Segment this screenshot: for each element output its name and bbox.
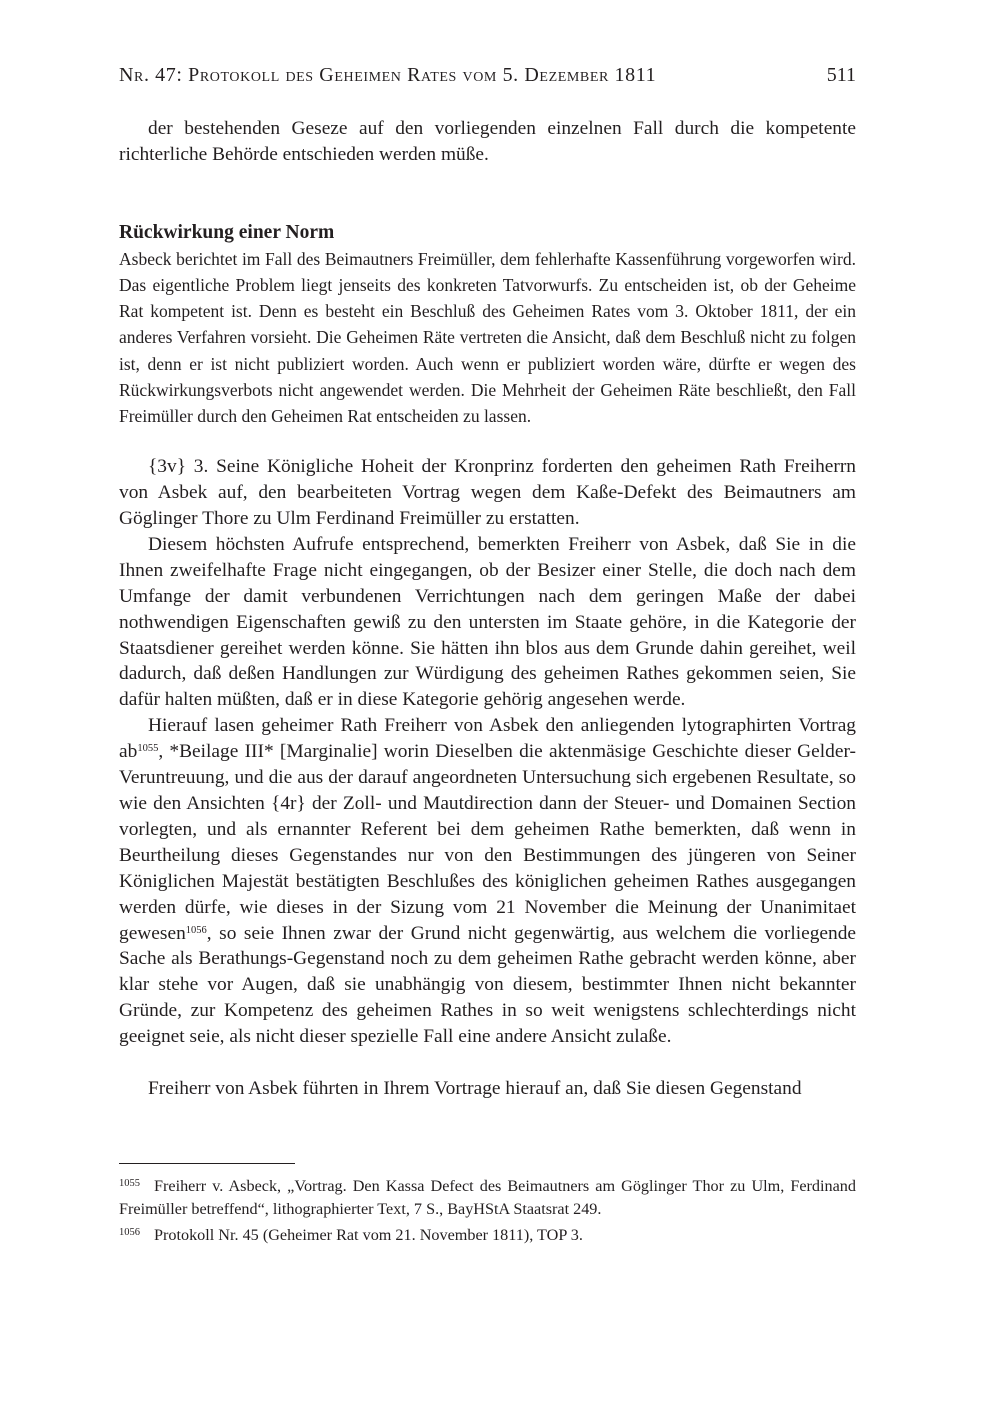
footnote-1055 <box>119 1175 856 1220</box>
paragraph-vortrag-part-b: , *Beilage III* [Marginalie] worin Dieselben die aktenmäsige Geschichte dieser Gelder-Veruntreuung, und die aus der darauf angeordneten Untersuchung sich ergebenen Resultate, so wie den Ansichten {4r} der Zoll- und Mautdirection dann der Steuer- und Domainen Section vorlegten, und als ernannter Referent bei dem geheimen Rathe bemerkten, daß wenn in Beurtheilung dieses Gegenstandes nur von den Bestimmungen des jüngeren von Seiner Königlichen Majestät bestätigten Beschlußes des königlichen geheimen Rathes ausgegangen werden dürfe, wie dieses in der Sizung vom 21 November die Meinung der Unanimitaet gewesen <box>119 741 856 944</box>
paragraph-kronprinz: {3v} 3. Seine Königliche Hoheit der Kronprinz forderten den geheimen Rath Freiherrn von Asbek auf, den bearbeiteten Vortrag wegen dem Kaße-Defekt des Beimautners am Göglinger Thore zu Ulm Ferdinand Freimüller zu erstatten. <box>119 456 856 530</box>
paragraph-vortrag-part-a: Hierauf lasen geheimer Rath Freiherr von Asbek den anliegenden lytographirten Vortrag ab <box>119 715 856 763</box>
running-head <box>119 64 856 96</box>
footnote-reference-1056[interactable]: 1056 <box>185 924 207 936</box>
footnote-1056 <box>119 1224 856 1247</box>
footnote-number: 1055 <box>119 1178 140 1189</box>
paragraph-asbek-continued: Freiherr von Asbek führten in Ihrem Vortrage hierauf an, daß Sie diesen Gegenstand <box>148 1078 802 1100</box>
page-number: 511 <box>826 64 856 86</box>
footnote-text: Protokoll Nr. 45 (Geheimer Rat vom 21. November 1811), TOP 3. <box>154 1226 583 1244</box>
running-head-title: Nr. 47: Protokoll des Geheimen Rates vom 5. Dezember 1811 <box>119 64 657 86</box>
paragraph-continuation: der bestehenden Geseze auf den vorliegenden einzelnen Fall durch die kompetente richterliche Behörde entschieden werden müße. <box>119 118 856 165</box>
footnote-separator <box>119 1163 295 1164</box>
paragraph-vortrag <box>119 713 856 1050</box>
paragraph-asbek-reply: Diesem höchsten Aufrufe entsprechend, bemerkten Freiherr von Asbek, daß Sie in die Ihnen zweifelhafte Frage nicht eingegangen, ob der Besizer einer Stelle, die doch nach dem Umfange der damit verbundenen Verrichtungen nach dem geringen Maße der dabei nothwendigen Eigenschaften gewiß zu den untersten im Staate gehöre, in die Kategorie der Staatsdiener gereihet werden könne. Sie hätten ihn blos aus dem Grunde dahin gereihet, weil dadurch, daß deßen Handlungen zur Würdigung des geheimen Rathes gekommen seien, Sie dafür halten müßten, daß er in diese Kategorie gehörig angesehen werde. <box>119 533 856 711</box>
footnote-text: Freiherr v. Asbeck, „Vortrag. Den Kassa Defect des Beimautners am Göglinger Thor zu Ulm, Ferdinand Freimüller betreffend“, lithographierter Text, 7 S., BayHStA Staatsrat 249. <box>119 1177 856 1218</box>
footnotes <box>119 1175 856 1251</box>
paragraph-vortrag-part-c: , so seie Ihnen zwar der Grund nicht gegenwärtig, aus welchem die vorliegende Sache als Berathungs-Gegenstand noch zu dem geheimen Rathe gebracht werden könne, aber klar stehe vor Augen, daß sie unabhängig von diesem, bestimmter Ihnen nicht bekannter Gründe, zur Kompetenz des geheimen Rathes in so weit wenigstens schlechterdings nicht geeignet seie, als nicht dieser spezielle Fall eine andere Ansicht zulaße. <box>119 922 856 1048</box>
main-text <box>119 116 856 1102</box>
footnote-reference-1055[interactable]: 1055 <box>137 743 159 755</box>
footnote-number: 1056 <box>119 1227 140 1238</box>
section-summary: Asbeck berichtet im Fall des Beimautners Freimüller, dem fehlerhafte Kassenführung vorgeworfen wird. Das eigentliche Problem liegt jenseits des konkreten Tatvorwurfs. Zu entscheiden ist, ob der Geheime Rat kompetent ist. Denn es besteht ein Beschluß des Geheimen Rates vom 3. Oktober 1811, der ein anderes Verfahren vorsieht. Die Geheimen Räte vertreten die Ansicht, daß dem Beschluß nicht zu folgen ist, denn er ist nicht publiziert worden. Auch wenn er publiziert worden wäre, dürfte er wegen des Rückwirkungsverbots nicht angewendet werden. Die Mehrheit der Geheimen Räte beschließt, den Fall Freimüller durch den Geheimen Rat entscheiden zu lassen. <box>119 248 856 427</box>
section-heading: Rückwirkung einer Norm <box>119 221 335 243</box>
